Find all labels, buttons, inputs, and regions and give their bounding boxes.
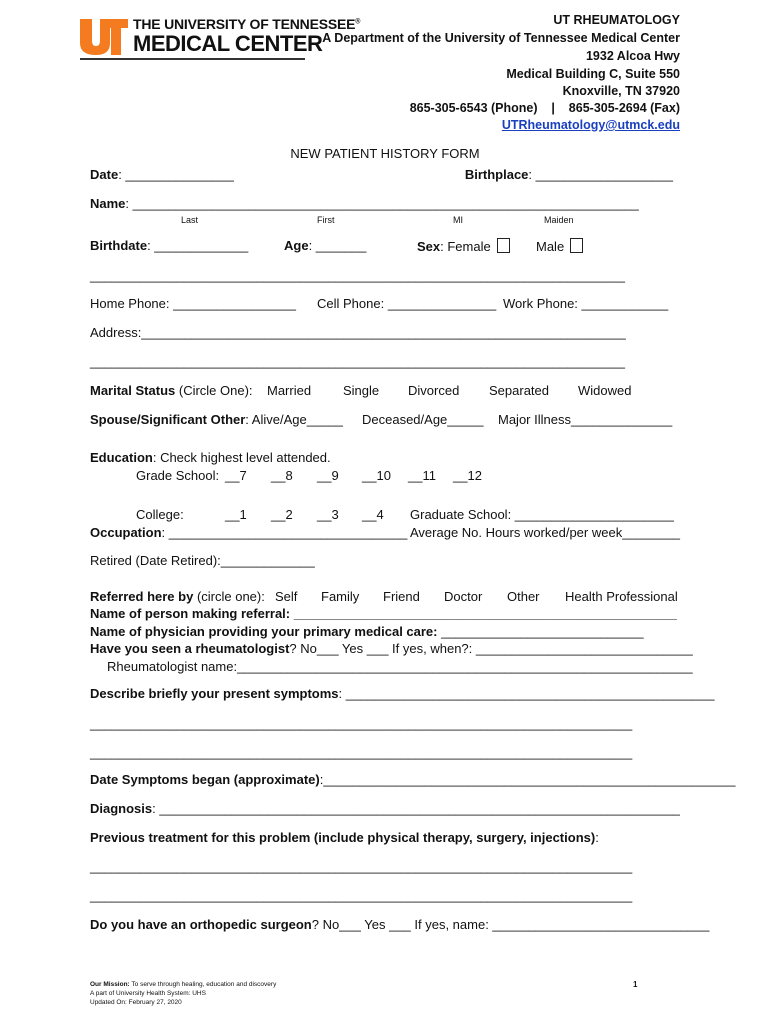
symptoms-line-3[interactable]: ___________________________________________________________________________ (90, 745, 633, 760)
grade-option-12[interactable]: __12 (453, 468, 482, 483)
grade-school-label: Grade School: (136, 468, 220, 483)
logo-divider (80, 58, 305, 60)
previous-treatment-label: Previous treatment for this problem (include physical therapy, surgery, injections): (90, 830, 599, 845)
grade-option-8[interactable]: __8 (271, 468, 293, 483)
sex-male-option: Male (536, 238, 583, 254)
referred-option-family[interactable]: Family (321, 589, 360, 604)
orthopedic-surgeon-field[interactable]: Do you have an orthopedic surgeon? No___ Yes ___ If yes, name: ______________________________ (90, 917, 710, 932)
email-link[interactable]: UTRheumatology@utmck.edu (501, 118, 680, 132)
dept-subtitle: A Department of the University of Tennessee Medical Center (322, 31, 680, 45)
rheumatologist-name-field[interactable]: Rheumatologist name:_______________________________________________________________ (107, 659, 693, 674)
female-checkbox[interactable] (497, 238, 510, 253)
spouse-illness-field[interactable]: Major Illness______________ (498, 412, 673, 427)
referral-name-field[interactable]: Name of person making referral: _____________________________________________________ (90, 606, 677, 621)
marital-option-married[interactable]: Married (267, 383, 312, 398)
education-label: Education: Check highest level attended. (90, 450, 331, 465)
college-label: College: (136, 507, 184, 522)
marital-option-separated[interactable]: Separated (489, 383, 549, 398)
referred-option-self[interactable]: Self (275, 589, 298, 604)
referred-option-other[interactable]: Other (507, 589, 540, 604)
primary-physician-field[interactable]: Name of physician providing your primary medical care: ____________________________ (90, 624, 644, 639)
sex-female-option: Sex: Female (417, 238, 510, 254)
date-field[interactable]: Date: _______________ (90, 167, 234, 182)
name-first-label: First (317, 215, 335, 225)
graduate-school-field[interactable]: Graduate School: ______________________ (410, 507, 674, 522)
name-mi-label: MI (453, 215, 463, 225)
address-line-3: Knoxville, TN 37920 (562, 84, 680, 98)
blank-line-1[interactable]: __________________________________________________________________________ (90, 268, 626, 283)
marital-option-divorced[interactable]: Divorced (408, 383, 460, 398)
college-option-1[interactable]: __1 (225, 507, 247, 522)
referred-option-doctor[interactable]: Doctor (444, 589, 483, 604)
birthplace-field[interactable]: Birthplace: ___________________ (464, 167, 673, 182)
retired-field[interactable]: Retired (Date Retired):_____________ (90, 553, 315, 568)
dept-name: UT RHEUMATOLOGY (553, 13, 680, 27)
diagnosis-field[interactable]: Diagnosis: ________________________________________________________________________ (90, 801, 680, 816)
logo-university-name: THE UNIVERSITY OF TENNESSEE® (133, 16, 361, 32)
grade-option-10[interactable]: __10 (362, 468, 391, 483)
referred-by-label: Referred here by (circle one): (90, 589, 265, 604)
home-phone-field[interactable]: Home Phone: _________________ (90, 296, 297, 311)
address-line-2: Medical Building C, Suite 550 (506, 67, 680, 81)
page-number: 1 (633, 980, 638, 989)
work-phone-field[interactable]: Work Phone: ____________ (503, 296, 669, 311)
logo-medical-center: MEDICAL CENTER (133, 31, 323, 56)
cell-phone-field[interactable]: Cell Phone: _______________ (317, 296, 497, 311)
hours-worked-field[interactable]: Average No. Hours worked/per week________ (410, 525, 681, 540)
name-last-label: Last (181, 215, 199, 225)
name-maiden-label: Maiden (544, 215, 574, 225)
symptoms-field[interactable]: Describe briefly your present symptoms: ___________________________________________________ (90, 686, 715, 701)
college-option-2[interactable]: __2 (271, 507, 293, 522)
college-option-3[interactable]: __3 (317, 507, 339, 522)
footer-updated: Updated On: February 27, 2020 (90, 999, 182, 1006)
email-link-wrap (502, 118, 680, 132)
spouse-deceased-field[interactable]: Deceased/Age_____ (362, 412, 484, 427)
footer-mission: Our Mission: To serve through healing, education and discovery (90, 981, 277, 988)
grade-option-7[interactable]: __7 (225, 468, 247, 483)
marital-option-single[interactable]: Single (343, 383, 380, 398)
age-field[interactable]: Age: _______ (284, 238, 367, 253)
previous-treatment-line-1[interactable]: ___________________________________________________________________________ (90, 859, 633, 874)
referred-option-friend[interactable]: Friend (383, 589, 420, 604)
referred-option-health-professional[interactable]: Health Professional (565, 589, 678, 604)
male-checkbox[interactable] (570, 238, 583, 253)
marital-option-widowed[interactable]: Widowed (578, 383, 632, 398)
grade-option-11[interactable]: __11 (408, 468, 436, 483)
spouse-alive-field[interactable]: Spouse/Significant Other: Alive/Age_____ (90, 412, 343, 427)
name-field[interactable]: Name: ______________________________________________________________________ (90, 196, 639, 211)
birthdate-field[interactable]: Birthdate: _____________ (90, 238, 249, 253)
address-field[interactable]: Address:___________________________________________________________________ (90, 325, 626, 340)
rheumatologist-seen-field[interactable]: Have you seen a rheumatologist? No___ Yes ___ If yes, when?: ______________________________ (90, 641, 693, 656)
form-title: NEW PATIENT HISTORY FORM (290, 146, 480, 161)
address-line-1: 1932 Alcoa Hwy (585, 49, 680, 63)
date-symptoms-field[interactable]: Date Symptoms began (approximate):_________________________________________________________ (90, 772, 736, 787)
college-option-4[interactable]: __4 (362, 507, 384, 522)
footer-part-of: A part of University Health System: UHS (90, 990, 206, 997)
occupation-field[interactable]: Occupation: _________________________________ (90, 525, 408, 540)
phone-fax: 865-305-6543 (Phone) | 865-305-2694 (Fax) (409, 101, 680, 115)
ut-logo-mark (80, 19, 128, 55)
grade-option-9[interactable]: __9 (317, 468, 339, 483)
symptoms-line-2[interactable]: ___________________________________________________________________________ (90, 716, 633, 731)
address-line-extra[interactable]: __________________________________________________________________________ (90, 354, 626, 369)
marital-status-label: Marital Status (Circle One): (90, 383, 253, 398)
previous-treatment-line-2[interactable]: ___________________________________________________________________________ (90, 888, 633, 903)
